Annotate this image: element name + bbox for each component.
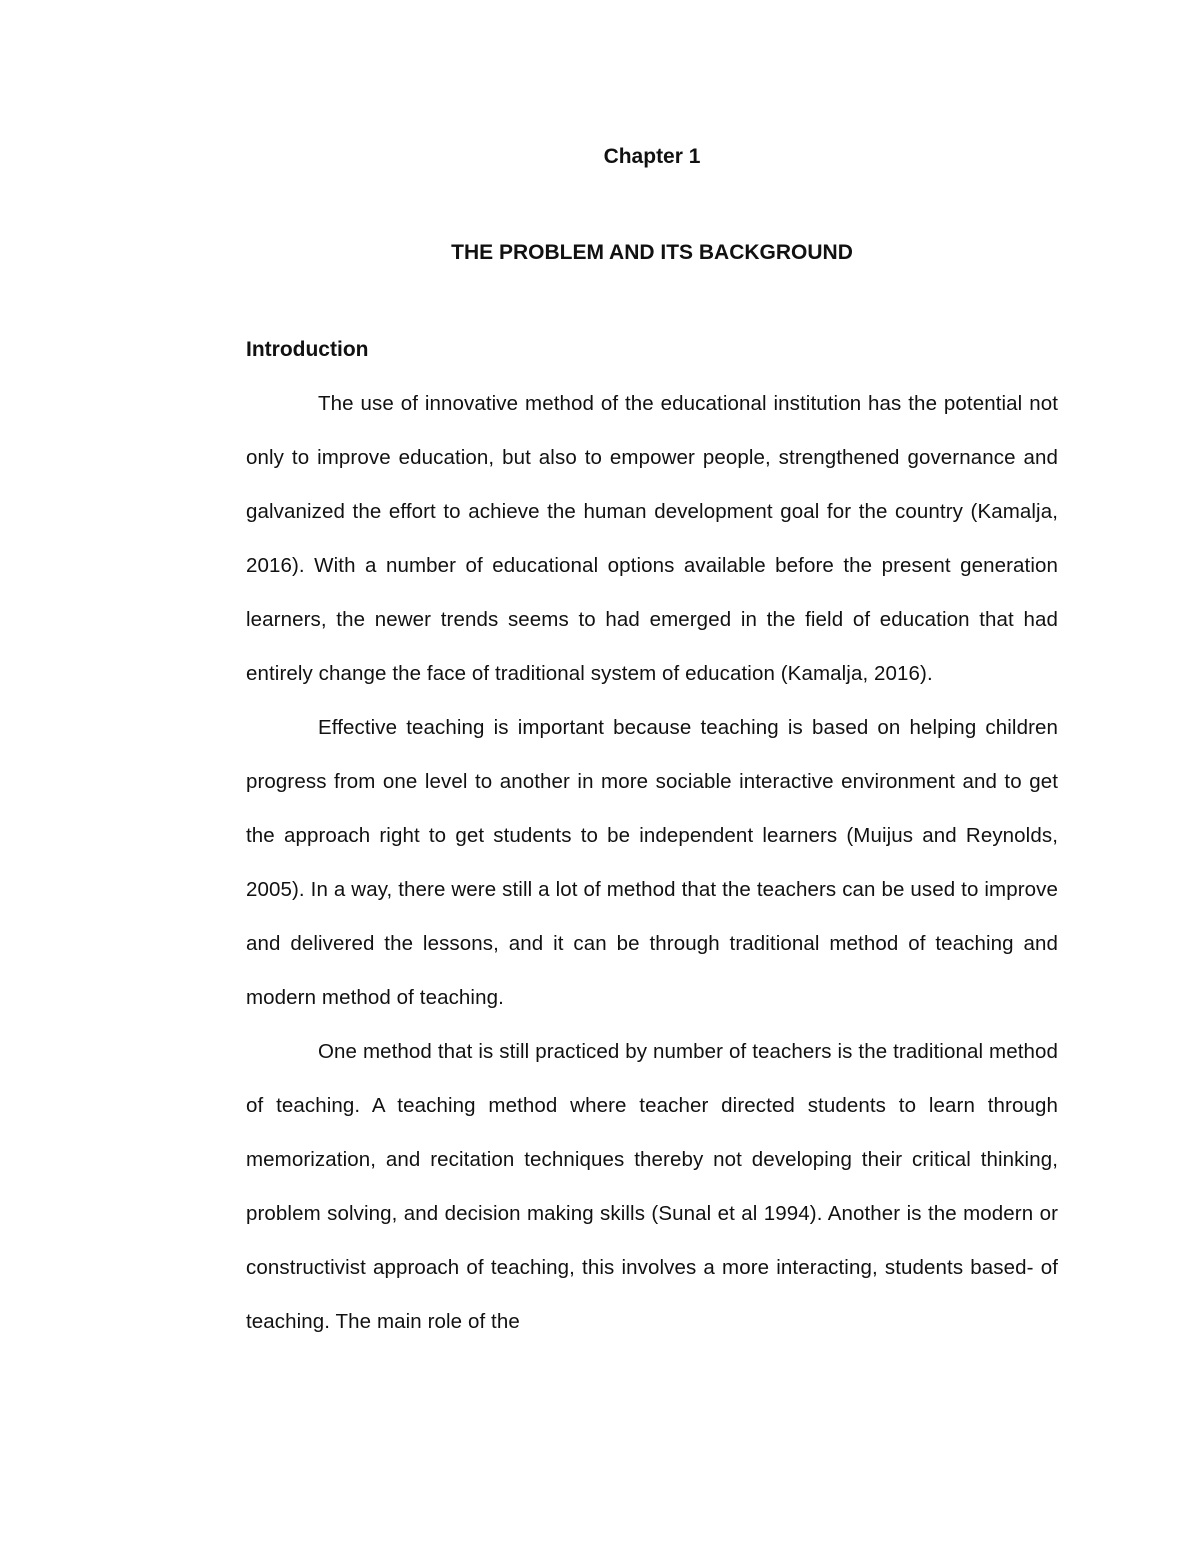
chapter-label: Chapter 1 [603, 145, 701, 168]
section-heading: Introduction [246, 338, 369, 361]
paragraph: One method that is still practiced by number of teachers is the traditional method of teaching. A teaching method where teacher directed students to learn through memorization, and recitation techniques thereby not developing their critical thinking, problem solving, and decision making skills (Sunal et al 1994). Another is the modern or constructivist approach of teaching, this involves a more interacting, students based- of teaching. The main role of the [246, 1040, 1058, 1333]
paragraph: The use of innovative method of the educational institution has the potential not only to improve education, but also to empower people, strengthened governance and galvanized the effort to achieve the human development goal for the country (Kamalja, 2016). With a number of educational options available before the present generation learners, the newer trends seems to had emerged in the field of education that had entirely change the face of traditional system of education (Kamalja, 2016). [246, 392, 1058, 685]
paragraph: Effective teaching is important because teaching is based on helping children progress from one level to another in more sociable interactive environment and to get the approach right to get students to be independent learners (Muijus and Reynolds, 2005). In a way, there were still a lot of method that the teachers can be used to improve and delivered the lessons, and it can be through traditional method of teaching and modern method of teaching. [246, 716, 1058, 1009]
body-text [246, 377, 1058, 1349]
chapter-title: THE PROBLEM AND ITS BACKGROUND [451, 241, 853, 264]
